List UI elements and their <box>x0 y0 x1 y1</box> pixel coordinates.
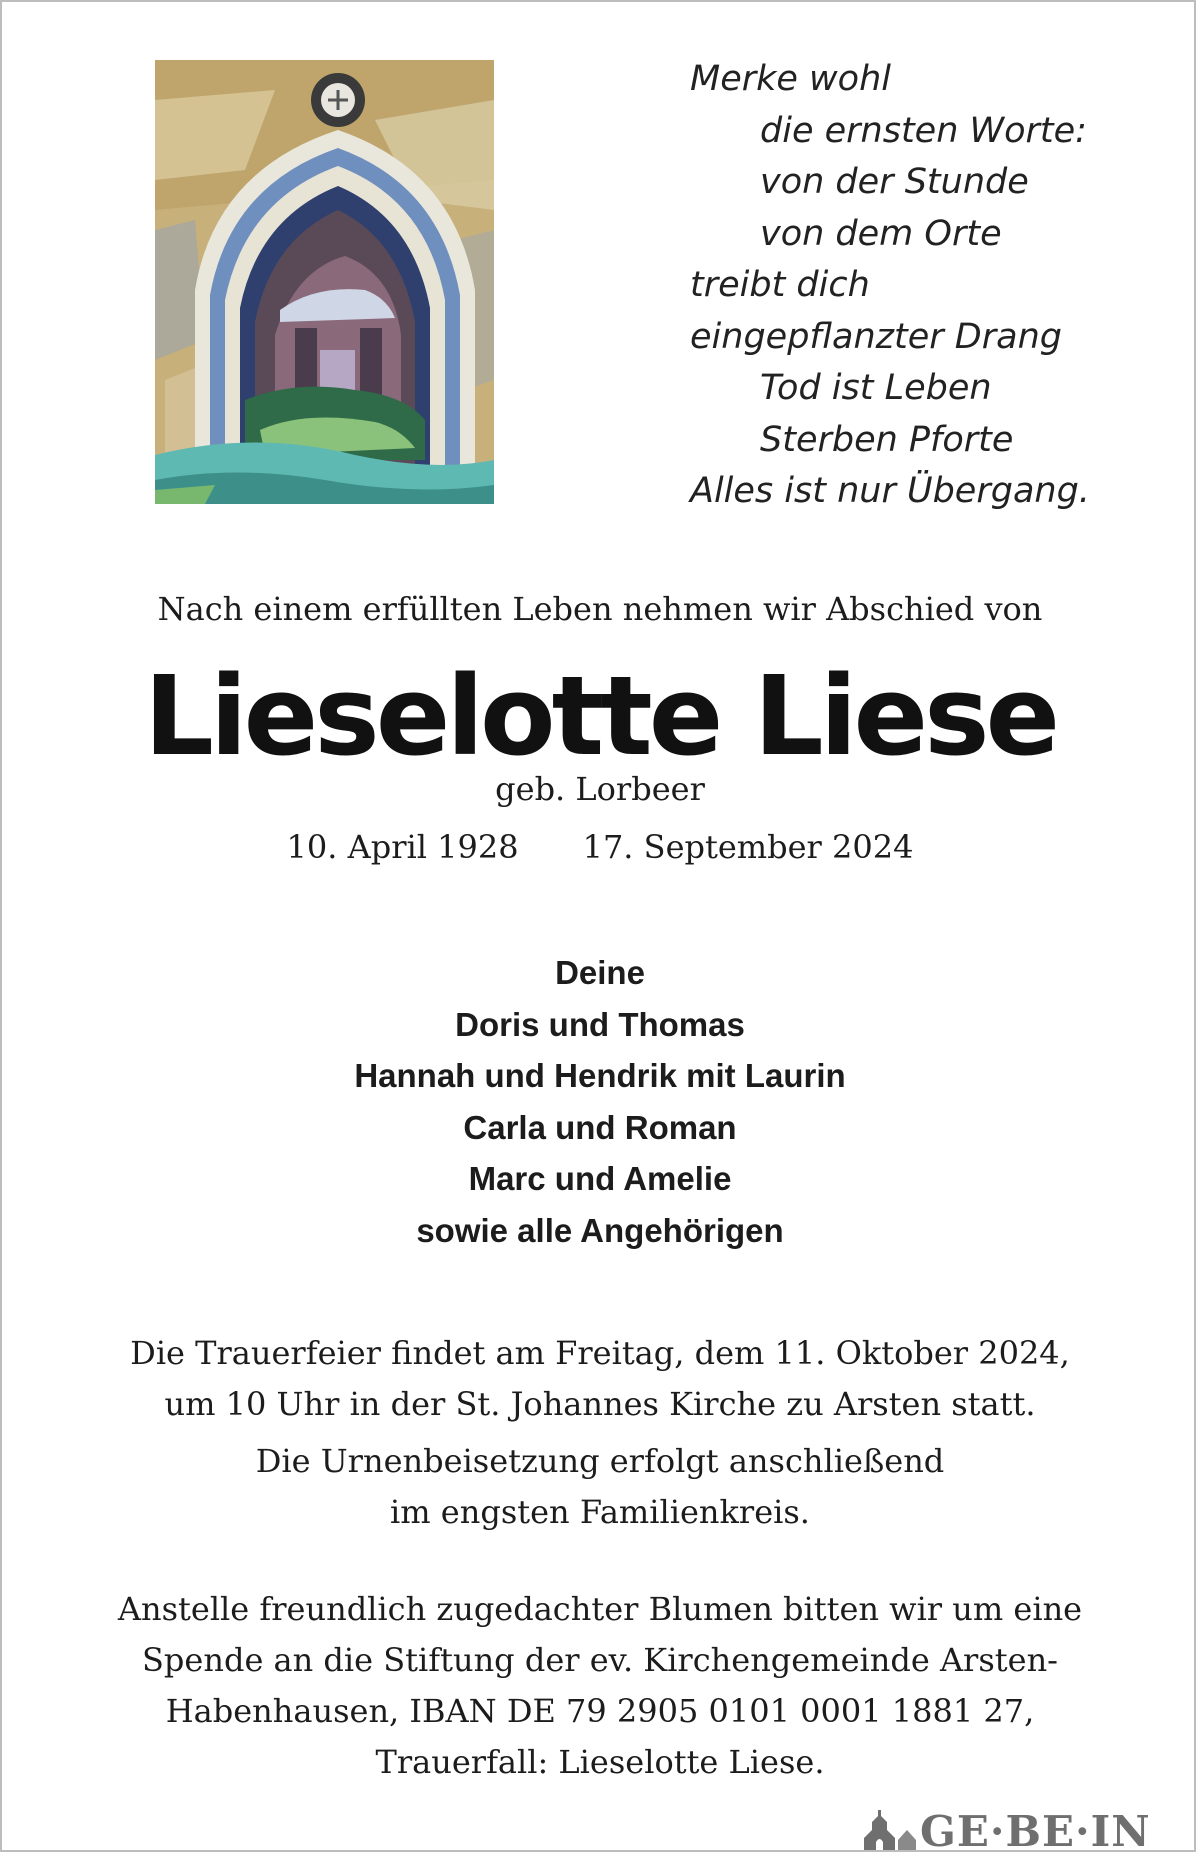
donation-line: Trauerfall: Lieselotte Liese. <box>375 1743 825 1781</box>
logo-text: GE·BE·IN <box>920 1806 1151 1852</box>
funeral-service-info <box>2 1328 1196 1430</box>
poem-line: Alles ist nur Übergang. <box>690 471 1090 511</box>
church-portal-painting <box>155 60 494 504</box>
gebein-logo <box>862 1808 1196 1852</box>
poem-line: Merke wohl <box>690 59 891 99</box>
church-silhouette-icon <box>862 1808 918 1852</box>
family-line: Deine <box>555 954 645 991</box>
death-date: 17. September 2024 <box>582 828 914 866</box>
poem-line: Sterben Pforte <box>760 419 1014 460</box>
life-dates <box>2 828 1196 866</box>
intro-text: Nach einem erfüllten Leben nehmen wir Abschied von <box>157 590 1043 628</box>
poem-line: von der Stunde <box>760 162 1029 202</box>
birth-date: 10. April 1928 <box>286 828 519 866</box>
service-line: um 10 Uhr in der St. Johannes Kirche zu Arsten statt. <box>164 1385 1036 1423</box>
family-line: Doris und Thomas <box>455 1005 745 1043</box>
urn-line: Die Urnenbeisetzung erfolgt anschließend <box>255 1442 945 1480</box>
family-line: Carla und Roman <box>463 1108 737 1146</box>
poem-line: eingepflanzter Drang <box>690 316 1062 357</box>
family-line: Marc und Amelie <box>468 1160 732 1197</box>
poem-line: von dem Orte <box>760 213 1002 254</box>
poem-line: die ernsten Worte: <box>760 110 1087 151</box>
painting-image <box>155 60 494 504</box>
urn-burial-info <box>2 1436 1196 1538</box>
donation-request <box>2 1584 1196 1788</box>
donation-line: Spende an die Stiftung der ev. Kirchengemeinde Arsten- <box>142 1641 1058 1679</box>
family-line: Hannah und Hendrik mit Laurin <box>354 1057 846 1094</box>
family-line: sowie alle Angehörigen <box>416 1211 784 1249</box>
urn-line: im engsten Familienkreis. <box>390 1493 810 1531</box>
birth-name: geb. Lorbeer <box>495 770 705 808</box>
deceased-name: Lieselotte Liese <box>143 652 1057 780</box>
poem <box>690 54 1130 518</box>
donation-line: Anstelle freundlich zugedachter Blumen bitten wir um eine <box>117 1590 1083 1628</box>
service-line: Die Trauerfeier findet am Freitag, dem 11. Oktober 2024, <box>130 1334 1070 1372</box>
poem-line: treibt dich <box>690 265 870 305</box>
donation-line: Habenhausen, IBAN DE 79 2905 0101 0001 1881 27, <box>165 1692 1035 1730</box>
poem-line: Tod ist Leben <box>760 368 992 408</box>
family-signature <box>2 947 1196 1256</box>
